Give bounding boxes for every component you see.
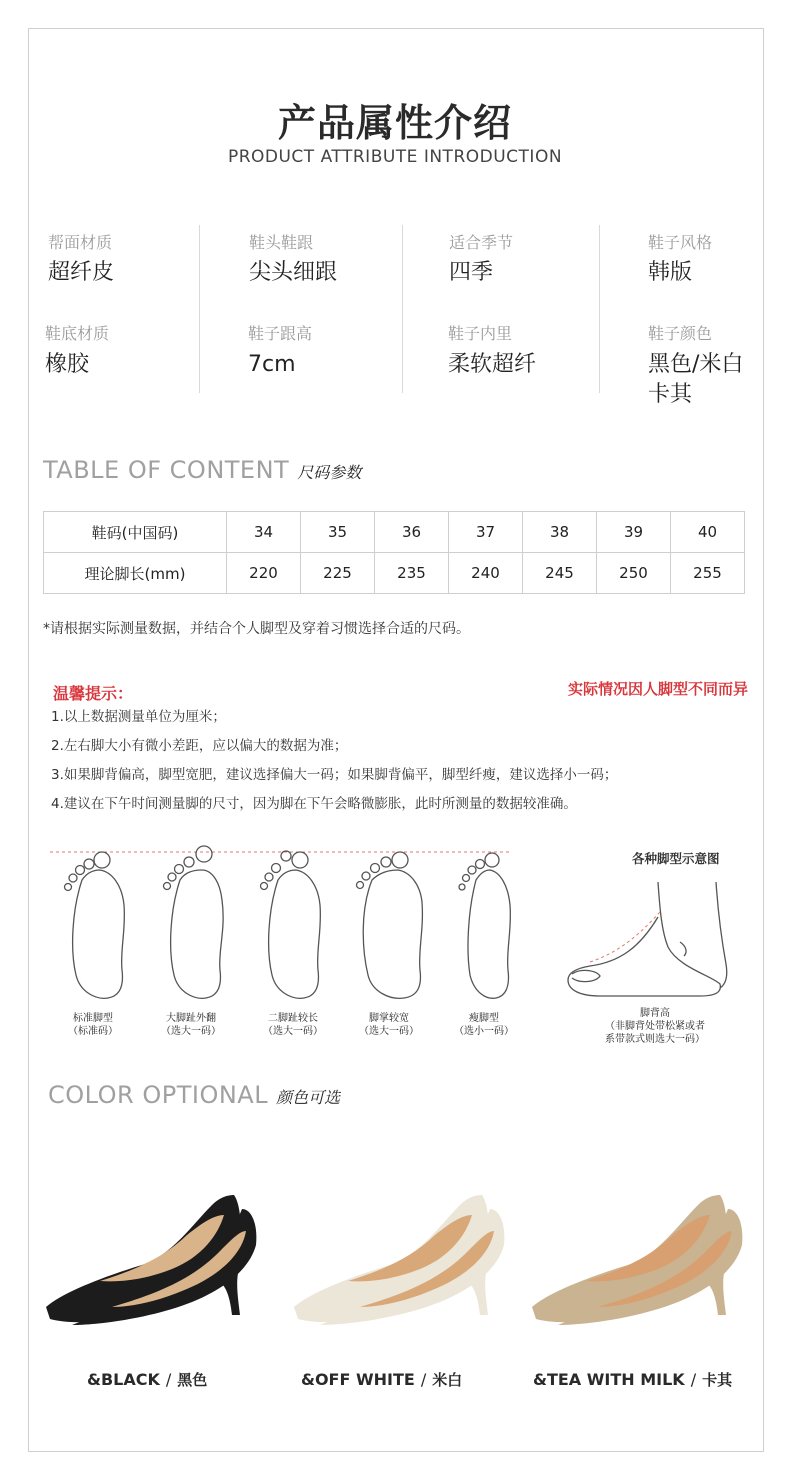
attribute-label: 鞋子风格 xyxy=(648,233,713,252)
attribute-value: 四季 xyxy=(449,260,494,285)
foot-side-illustration xyxy=(560,872,740,1002)
attribute-column-2 xyxy=(199,225,402,393)
attribute-value: 卡其 xyxy=(648,382,693,407)
attribute-column-4 xyxy=(599,225,759,407)
attribute-label: 适合季节 xyxy=(449,233,514,252)
color-section-header xyxy=(48,1081,340,1109)
table-cell: 250 xyxy=(597,553,671,594)
attribute-label: 鞋底材质 xyxy=(45,324,110,343)
attribute-value: 尖头细跟 xyxy=(249,260,338,285)
attribute-label: 鞋头鞋跟 xyxy=(249,233,314,252)
attribute-column-3 xyxy=(402,225,599,393)
attribute-value: 黑色/米白 xyxy=(648,352,744,377)
foot-outline-bunion xyxy=(164,846,224,998)
foot-caption: 标准脚型 （标准码） xyxy=(68,1013,118,1037)
attribute-value: 橡胶 xyxy=(45,352,90,377)
list-item: 4.建议在下午时间测量脚的尺寸，因为脚在下午会略微膨胀，此时所测量的数据较准确。 xyxy=(51,796,577,812)
attribute-value: 7cm xyxy=(248,352,296,377)
table-cell: 37 xyxy=(449,512,523,553)
shoe-image-off-white xyxy=(290,1185,515,1325)
size-section-header xyxy=(43,456,361,484)
attribute-label: 帮面材质 xyxy=(48,233,113,252)
tips-title: 温馨提示： xyxy=(53,684,134,703)
foot-side-title: 各种脚型示意图 xyxy=(632,851,720,866)
foot-outline-slim xyxy=(459,853,510,998)
color-option-label: &TEA WITH MILK / 卡其 xyxy=(533,1370,733,1389)
foot-outline-standard xyxy=(65,852,125,998)
attribute-value: 柔软超纤 xyxy=(448,352,537,377)
table-cell: 39 xyxy=(597,512,671,553)
table-cell: 225 xyxy=(301,553,375,594)
table-cell: 245 xyxy=(523,553,597,594)
table-cell: 255 xyxy=(671,553,745,594)
color-section-title-en: COLOR OPTIONAL xyxy=(48,1081,269,1109)
foot-caption: 瘦脚型 （选小一码） xyxy=(454,1013,514,1037)
attribute-value: 韩版 xyxy=(648,260,693,285)
list-item: 3.如果脚背偏高，脚型宽肥，建议选择偏大一码；如果脚背偏平，脚型纤瘦，建议选择小一码； xyxy=(51,767,618,783)
attribute-label: 鞋子内里 xyxy=(448,324,513,343)
table-row-header: 理论脚长(mm) xyxy=(44,553,227,594)
foot-outline-wide xyxy=(357,852,423,998)
attribute-value: 超纤皮 xyxy=(48,260,115,285)
table-cell: 36 xyxy=(375,512,449,553)
attribute-label: 鞋子跟高 xyxy=(248,324,313,343)
attribute-column-1 xyxy=(43,225,199,393)
list-item: 1.以上数据测量单位为厘米； xyxy=(51,709,226,725)
color-option-label: &OFF WHITE / 米白 xyxy=(301,1370,463,1389)
size-table xyxy=(43,511,745,594)
table-cell: 35 xyxy=(301,512,375,553)
color-section-title-cn: 颜色可选 xyxy=(276,1088,341,1107)
size-note: *请根据实际测量数据，并结合个人脚型及穿着习惯选择合适的尺码。 xyxy=(43,621,470,637)
shoe-image-black xyxy=(42,1185,267,1325)
foot-caption: 二脚趾较长 （选大一码） xyxy=(263,1013,323,1037)
foot-types-illustration xyxy=(40,840,520,1010)
size-section-title-cn: 尺码参数 xyxy=(297,463,362,482)
foot-caption: 脚掌较宽 （选大一码） xyxy=(359,1013,419,1037)
table-cell: 38 xyxy=(523,512,597,553)
list-item: 2.左右脚大小有微小差距，应以偏大的数据为准； xyxy=(51,738,348,754)
size-section-title-en: TABLE OF CONTENT xyxy=(43,456,290,484)
table-cell: 40 xyxy=(671,512,745,553)
table-cell: 220 xyxy=(227,553,301,594)
table-cell: 235 xyxy=(375,553,449,594)
table-cell: 34 xyxy=(227,512,301,553)
attribute-label: 鞋子颜色 xyxy=(648,324,713,343)
tips-right-note: 实际情况因人脚型不同而异 xyxy=(567,680,748,698)
page-subtitle: PRODUCT ATTRIBUTE INTRODUCTION xyxy=(227,147,563,167)
foot-caption: 大脚趾外翻 （选大一码） xyxy=(161,1013,221,1037)
table-row xyxy=(44,553,745,594)
foot-side-caption: 脚背高 （非脚背处带松紧或者 系带款式则选大一码） xyxy=(605,1008,705,1045)
shoe-image-tea-with-milk xyxy=(528,1185,753,1325)
page-title: 产品属性介绍 xyxy=(277,101,512,145)
table-row xyxy=(44,512,745,553)
tips-list xyxy=(51,707,617,823)
table-row-header: 鞋码(中国码) xyxy=(44,512,227,553)
foot-outline-long-second-toe xyxy=(261,851,321,998)
color-option-label: &BLACK / 黑色 xyxy=(87,1370,208,1389)
table-cell: 240 xyxy=(449,553,523,594)
